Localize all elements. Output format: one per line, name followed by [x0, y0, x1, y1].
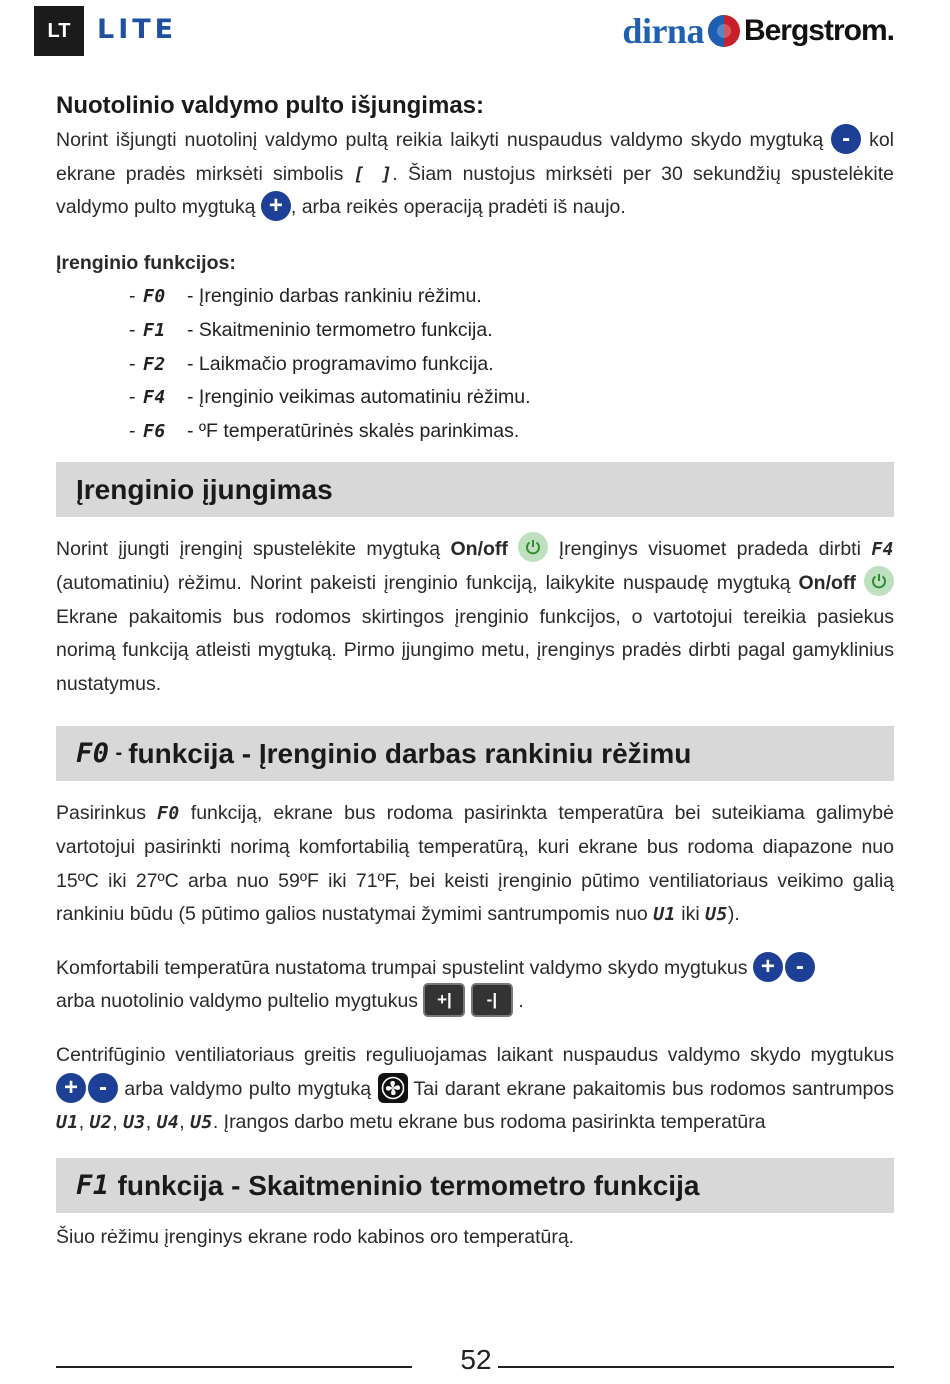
function-text: - ºF temperatūrinės skalės parinkimas.	[187, 419, 520, 442]
remote-off-title: Nuotolinio valdymo pulto išjungimas:	[56, 92, 485, 119]
power-button-icon	[518, 532, 548, 562]
f0-text: iki	[681, 903, 700, 926]
f0-text: Pasirinkus	[56, 802, 146, 825]
power-on-heading: Įrenginio įjungimas	[76, 473, 333, 505]
remote-off-text-3: . Šiam nustojus mirksėti per 30 sekundžių spustelėkite valdymo pulto mygtuką	[56, 162, 894, 219]
onoff-label: On/off	[798, 571, 856, 594]
speed-code: U2	[89, 1112, 113, 1134]
speed-code: U3	[123, 1112, 146, 1134]
function-code: F0	[143, 286, 166, 308]
function-code: F4	[143, 387, 166, 409]
footer-divider-right	[498, 1366, 894, 1368]
f1-heading: funkcija - Skaitmeninio termometro funkcija	[117, 1169, 700, 1201]
page-footer	[56, 1344, 894, 1384]
remote-plus-button-icon: +|	[423, 983, 465, 1017]
minus-button-icon: -	[88, 1073, 118, 1103]
speed-code: U1	[56, 1112, 79, 1134]
remote-off-paragraph	[56, 124, 894, 225]
function-text: - Skaitmeninio termometro funkcija.	[187, 318, 493, 341]
plus-button-icon: +	[56, 1073, 86, 1103]
language-badge: LT	[34, 6, 84, 56]
speed-code: U4	[156, 1112, 180, 1134]
fan-button-icon	[378, 1073, 408, 1103]
functions-title: Įrenginio funkcijos:	[56, 251, 236, 274]
remote-minus-button-icon: -|	[471, 983, 513, 1017]
f0-text: . Įrangos darbo metu ekrane bus rodoma pasirinkta temperatūra	[212, 1111, 766, 1134]
function-text: - Įrenginio veikimas automatiniu rėžimu.	[187, 386, 531, 409]
power-button-icon	[864, 566, 894, 596]
f0-text: arba valdymo pulto mygtuką	[124, 1077, 372, 1100]
function-code: F6	[143, 420, 166, 442]
speed-code: U5	[705, 904, 728, 926]
section-heading-f0: F0 - funkcija - Įrenginio darbas rankiniu rėžimu	[56, 726, 894, 781]
remote-off-text-4: , arba reikės operaciją pradėti iš naujo.	[290, 196, 626, 219]
footer-divider-left	[56, 1366, 412, 1368]
power-on-text-4: Ekrane pakaitomis bus rodomos skirtingos įrenginio funkcijos, o vartotojui tereikia pasiekus norimą funkciją atleisti mygtuką. Pirmo įjungimo metu, įrenginys pradės dirbti pagal gamyklinius nustatymus.	[56, 605, 894, 695]
f1-paragraph: Šiuo rėžimu įrenginys ekrane rodo kabinos oro temperatūrą.	[56, 1226, 575, 1249]
blink-symbol: [ ]	[353, 163, 393, 185]
list-item: - F1 - Skaitmeninio termometro funkcija.	[129, 314, 894, 348]
f1-code: F1	[76, 1170, 110, 1202]
brand-left: dirna	[622, 11, 704, 51]
function-code: F4	[871, 539, 895, 561]
power-on-text-1: Norint įjungti įrenginį spustelėkite mygtuką	[56, 538, 441, 561]
functions-list	[56, 280, 894, 448]
page-number: 52	[460, 1344, 492, 1375]
page-content	[56, 92, 894, 1255]
function-text: - Laikmačio programavimo funkcija.	[187, 352, 494, 375]
f0-text: Tai darant ekrane pakaitomis bus rodomos santrumpos	[413, 1077, 894, 1100]
f0-text: funkciją, ekrane bus rodoma pasirinkta temperatūra bei suteikiama galimybė vartotojui pasirinkti norimą komfortabilią temperatūrą, kuri ekrane bus rodoma diapazone nuo 15ºC iki 27ºC arba nuo 59ºF iki 71ºF, bei keisti įrenginio pūtimo ventiliatoriaus veikimo galią rankiniu būdu (5 pūtimo galios nustatymai žymimi santrumpomis nuo	[56, 802, 894, 926]
f0-text: ).	[727, 903, 740, 926]
speed-code: U5	[190, 1112, 213, 1134]
function-code: F2	[143, 353, 166, 375]
f0-paragraph-3: Centrifūginio ventiliatoriaus greitis reguliuojamas laikant nuspaudus valdymo skydo mygtukus + - arba valdymo pulto mygtuką Tai darant ekrane pakaitomis bus rodomos santrumpos U1, U2, U3, U4, U5. Įrangos darbo metu ekrane bus rodoma pasirinkta temperatūra	[56, 1044, 894, 1134]
function-code: F1	[143, 319, 166, 341]
section-heading-power-on	[56, 462, 894, 517]
plus-button-icon: +	[261, 191, 291, 221]
power-on-text-2: Įrenginys visuomet pradeda dirbti	[558, 538, 861, 561]
brand-right: Bergstrom.	[743, 14, 894, 47]
f0-text: arba nuotolinio valdymo pultelio mygtukus	[56, 990, 419, 1013]
list-item: - F6 - ºF temperatūrinės skalės parinkimas.	[129, 415, 894, 449]
f0-code: F0	[76, 738, 110, 770]
minus-button-icon: -	[831, 124, 861, 154]
remote-off-text-1: Norint išjungti nuotolinį valdymo pultą reikia laikyti nuspaudus valdymo skydo mygtuką	[56, 129, 824, 151]
list-item: - F4 - Įrenginio veikimas automatiniu rėžimu.	[129, 381, 894, 415]
f0-paragraph-2	[56, 952, 894, 1020]
power-on-paragraph	[56, 533, 894, 701]
f0-text: Komfortabili temperatūra nustatoma trumpai spustelint valdymo skydo mygtukus	[56, 956, 748, 979]
series-name: LITE	[97, 14, 178, 45]
brand-emblem-icon	[707, 14, 741, 48]
page-header	[0, 0, 950, 70]
plus-button-icon: +	[753, 952, 783, 982]
list-item: - F0 - Įrenginio darbas rankiniu rėžimu.	[129, 280, 894, 314]
remote-off-text-2: kol ekrane pradės mirksėti simbolis	[56, 129, 895, 185]
f0-text: .	[518, 990, 524, 1013]
section-heading-f1	[56, 1158, 894, 1213]
function-text: - Įrenginio darbas rankiniu rėžimu.	[187, 285, 482, 308]
brand-logo	[622, 10, 894, 52]
f0-paragraph-1	[56, 797, 894, 931]
f0-heading: funkcija - Įrenginio darbas rankiniu rėžimu	[128, 737, 692, 769]
minus-button-icon: -	[785, 952, 815, 982]
power-on-text-3: (automatiniu) rėžimu. Norint pakeisti įrenginio funkciją, laikykite nuspaudę mygtuką	[56, 571, 791, 594]
onoff-label: On/off	[450, 538, 508, 561]
function-code: F0	[157, 803, 180, 825]
list-item: - F2 - Laikmačio programavimo funkcija.	[129, 348, 894, 382]
f0-text: Centrifūginio ventiliatoriaus greitis reguliuojamas laikant nuspaudus valdymo skydo mygtukus	[56, 1044, 894, 1067]
speed-code: U1	[653, 904, 676, 926]
